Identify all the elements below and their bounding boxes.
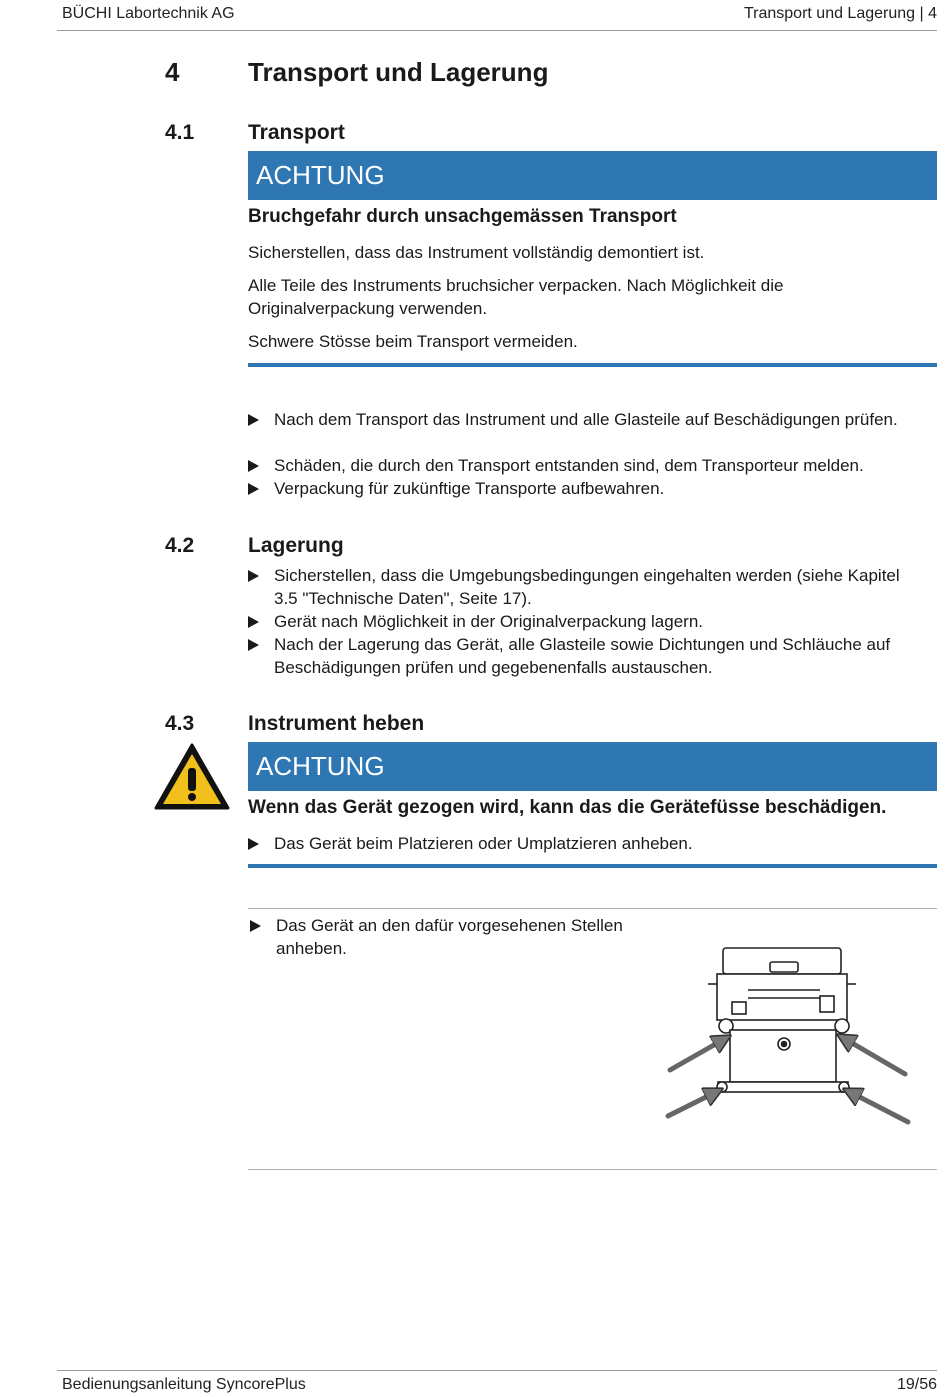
notice-title: Bruchgefahr durch unsachgemässen Transport bbox=[248, 206, 677, 227]
section-title: Instrument heben bbox=[248, 712, 425, 735]
list-item-text: Das Gerät beim Platzieren oder Umplatzieren anheben. bbox=[274, 834, 693, 853]
footer-manual: Bedienungsanleitung SyncorePlus bbox=[62, 1376, 306, 1393]
bullet-triangle-icon bbox=[248, 460, 259, 472]
list-item-text: Verpackung für zukünftige Transporte aufbewahren. bbox=[274, 479, 665, 498]
list-item-text: Das Gerät an den dafür vorgesehenen Stellen anheben. bbox=[276, 916, 623, 958]
footer-rule bbox=[57, 1370, 937, 1371]
list-item-text: Nach der Lagerung das Gerät, alle Glasteile sowie Dichtungen und Schläuche auf Beschädigungen prüfen und gegebenenfalls austauschen. bbox=[274, 635, 891, 677]
section-title: Transport bbox=[248, 121, 345, 144]
notice-paragraph: Alle Teile des Instruments bruchsicher verpacken. Nach Möglichkeit die Originalverpackung verwenden. bbox=[248, 276, 784, 318]
section-number: 4.3 bbox=[165, 712, 195, 735]
notice-label: ACHTUNG bbox=[256, 160, 385, 190]
step-table-rule bbox=[248, 908, 937, 909]
list-item-text: Gerät nach Möglichkeit in der Originalverpackung lagern. bbox=[274, 612, 704, 631]
notice-paragraph: Sicherstellen, dass das Instrument vollständig demontiert ist. bbox=[248, 243, 705, 262]
chapter-title: Transport und Lagerung bbox=[248, 57, 549, 87]
section-title: Lagerung bbox=[248, 534, 344, 557]
header-company: BÜCHI Labortechnik AG bbox=[62, 5, 235, 22]
bullet-triangle-icon bbox=[250, 920, 261, 932]
chapter-number: 4 bbox=[165, 57, 180, 87]
list-item-text: Sicherstellen, dass die Umgebungsbedingungen eingehalten werden (siehe Kapitel 3.5 "Technische Daten", Seite 17). bbox=[274, 566, 900, 608]
bullet-triangle-icon bbox=[248, 639, 259, 651]
bullet-triangle-icon bbox=[248, 414, 259, 426]
bullet-triangle-icon bbox=[248, 570, 259, 582]
notice-end-rule bbox=[248, 363, 937, 367]
notice-paragraph: Schwere Stösse beim Transport vermeiden. bbox=[248, 332, 578, 351]
section-number: 4.1 bbox=[165, 121, 195, 144]
notice-banner bbox=[248, 742, 937, 791]
warning-triangle-icon bbox=[153, 742, 231, 812]
header-chapter: Transport und Lagerung | 4 bbox=[743, 5, 937, 22]
device-lifting-illustration bbox=[660, 940, 920, 1130]
footer-page-number: 19/56 bbox=[896, 1376, 937, 1393]
list-item-text: Schäden, die durch den Transport entstanden sind, dem Transporteur melden. bbox=[274, 456, 864, 475]
list-item-text: Nach dem Transport das Instrument und alle Glasteile auf Beschädigungen prüfen. bbox=[274, 410, 898, 429]
bullet-triangle-icon bbox=[248, 838, 259, 850]
bullet-triangle-icon bbox=[248, 483, 259, 495]
notice-end-rule bbox=[248, 864, 937, 868]
header-rule bbox=[57, 30, 937, 31]
notice-title: Wenn das Gerät gezogen wird, kann das die Gerätefüsse beschädigen. bbox=[248, 797, 887, 818]
section-end-rule bbox=[248, 1169, 937, 1170]
section-number: 4.2 bbox=[165, 534, 195, 557]
notice-label: ACHTUNG bbox=[256, 751, 385, 781]
notice-banner bbox=[248, 151, 937, 200]
bullet-triangle-icon bbox=[248, 616, 259, 628]
